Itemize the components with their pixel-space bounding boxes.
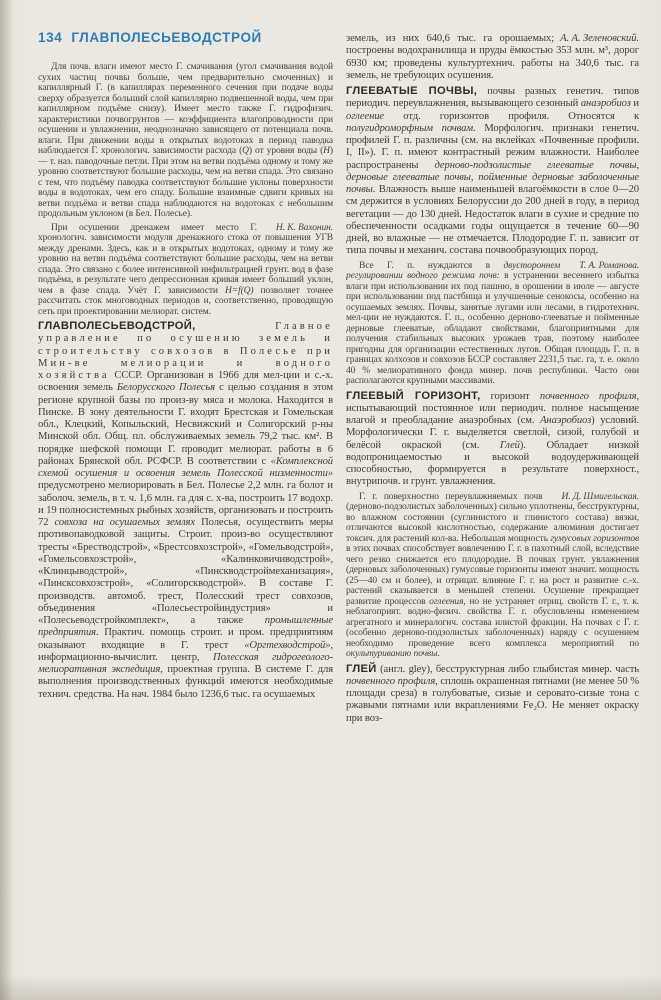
entry-headword: ГЛЕЕВАТЫЕ ПОЧВЫ,: [346, 85, 478, 97]
author-signature: Н. К. Вахонин.: [275, 222, 333, 233]
italic-text: «Комплексной схемой осушения и освоения земель Полесской низменности»: [38, 455, 333, 479]
text-run: СССР. Организован в 1966 для мел-ции и с.-х. освоения земель: [38, 370, 333, 394]
body-paragraph: [346, 492, 639, 660]
text-run: ) условий. Морфологически Г. г. выделяется светлой, сизой, голубой и белёсой окраской (см.: [346, 415, 639, 451]
text-run: , но не устраняет отриц. свойств Г. г., т. к. неблагоприят. водно-физич. свойства Г. г. обусловлены изменением агрегатного и минералогич. состава илистой фракции. На почвах с Г. г. (особенно дерново-подзолистых заболоченных) наряду с осушением необходимо проведение всего комплекса мероприятий по: [346, 596, 639, 649]
italic-text: дерново-подзолистые глееватые почвы, дерновые глееватые почвы, пойменные дерновые заболоченные почвы: [346, 159, 639, 195]
text-run: земель, из них 640,6 тыс. га орошаемых; построены водохранилища и пруды ёмкостью 353 млн. м³, дорог 6930 км; проведены культуртехнич. работы на 340,6 тыс. га земель, не требующих осушения.: [346, 33, 639, 81]
italic-text: H: [323, 146, 330, 156]
text-run: , проектная группа. В системе Г. для выполнения производственных функций имеются необходимые технич. средства. На нач. 1984 было 1236,6 тыс. га осушаемых: [38, 664, 333, 700]
text-run: (англ. gley), бесструктурная либо глыбистая минер. часть: [376, 663, 639, 675]
text-run: При осушении дренажем имеет место Г. хронологич. зависимости модуля дренажного стока от повышения УГВ между дренами. Здесь, как и в открытых водотоках, одному и тому же уровню на ветви подъёма соответствуют бо́льшие расходы, чем на ветви спада. Это связано с более интенсивной инфильтрацией грунт. вод в фазе подъёма, в результате чего депрессионная кривая имеет больший уклон, чем в фазе спада. Учёт Г. зависимости: [38, 222, 333, 296]
text-run: предусмотрено мелиорировать в Бел. Полесье 2,2 млн. га болот и заболоч. земель, в т. ч. 1,6 млн. га для с. х-ва, построить 17 водохр. и 19 полносистемных рыбных хозяйств, организовать и построить 72: [38, 480, 333, 528]
text-run: Для почв. влаги имеют место Г. смачивания (угол смачивания водой сухих частиц почвы больше, чем предварительно смоченных) и капиллярный Г. (в капиллярах переменного сечения при подаче воды сверху образуется больший слой капиллярно подвешенной воды, чем при капиллярном подъёме снизу). Имеет место также Г. гидрофизич. характеристики почвогрунтов — коэффициента влагопроводности при осушении и увлажнении, неоднозначно зависящего от потенциала почв. влаги. При движении воды в открытых водотоках в период паводка наблюдается Г. хронологич. зависимости расхода (: [38, 62, 333, 156]
italic-text: Q: [242, 146, 249, 156]
text-run: ) от уровня воды (: [248, 146, 324, 156]
text-run: почвы разных генетич. типов периодич. переувлажнения, вызывающего сезонный: [346, 86, 639, 110]
italic-text: промышленные предприятия: [38, 615, 333, 639]
text-run: . Практич. помощь строит. и пром. предприятиям оказывают входящие в Г. трест: [38, 627, 333, 651]
text-run: . Влажность выше наименьшей влагоёмкости в слое 0—20 см держится в условиях Белоруссии до 200 дней в году, в период вегетации — до 130 дней. Недостаток влаги в сухие и средние по обеспеченности осадками годы ощущается в течение 60—90 дней, во влажные — не отмечается. Плодородие Г. п. зависит от типа почвы и механич. состава почвообразующих пород.: [346, 184, 639, 257]
italic-text: анаэробиоз: [580, 98, 631, 110]
text-run: , информационно-вычислит. центр,: [38, 639, 333, 663]
italic-text: Белорусского Полесья: [116, 382, 215, 394]
body-paragraph: [346, 33, 639, 82]
italic-text: двустороннем регулировании водного режима почв:: [346, 260, 561, 281]
italic-text: «Оргтехводстрой»: [244, 639, 331, 651]
entry-headword: ГЛЕЕВЫЙ ГОРИЗОНТ,: [346, 389, 481, 402]
italic-text: оглеения: [429, 596, 464, 607]
left-column: [38, 62, 333, 938]
right-column: [346, 33, 639, 938]
text-run: ) — т. наз. паводочные петли. При этом на ветви подъёма одному и тому же уровню соответствуют бо́льшие расходы, чем на ветви спада. Это связано с тем, что подъёму паводка соответствуют бо́льшие уклоны поверхности воды в водотоках, чем его спаду. Большие взаимные сдвиги кривых на ветви подъёма и ветви спада наблюдаются на водотоках с небольшим продольным уклоном (в Бел. Полесье).: [38, 146, 333, 219]
text-run: .: [437, 649, 440, 659]
text-run: ). Обладает низкой водопроницаемостью и высокой водоудерживающей способностью, формируется в результате поверхност., внутрипочв. и грунт. увлажнения.: [346, 439, 639, 488]
text-run: и: [630, 98, 639, 110]
scan-shadow-left: [0, 0, 14, 1000]
italic-text: H=f(Q): [224, 285, 254, 296]
text-run: в этих почвах способствует вовлечению Г. г. в пахотный слой, вследствие чего резко снижается его плодородие. В почвах грунт. увлажнения (дерновых заболоченных) гумусовые горизонты имеют значит. мощность (25—40 см и более), и отрицат. влияние Г. г. на рост и развитие с.-х. растений сказывается в меньшей степени. Осушение прекращает развитие процессов: [346, 544, 639, 607]
entry-paragraph: [346, 663, 639, 725]
italic-text: гумусовых горизонтов: [550, 533, 639, 544]
italic-text: Полесская гидрогеолого-мелиоративная экспедиция: [38, 651, 333, 675]
entry-headword: ГЛЕЙ: [346, 662, 377, 675]
italic-text: почвенного профиля: [346, 675, 436, 687]
text-run: , испытывающий постоянное или периодич. полное насыщение влагой и преобладание анаэробных (см.: [346, 390, 639, 426]
italic-text: полугидроморфным почвам: [346, 122, 474, 134]
author-signature: Т. А. Романова.: [579, 260, 639, 271]
page-number: 134: [38, 30, 63, 45]
scan-shadow-bottom: [0, 974, 661, 1000]
text-run: Г. г. поверхностно переувлажняемых почв (дерново-подзолистых заболоченных) сильно уплотнены, бесструктурны, во влажном состоянии (суглинистого и глинистого состава) вязки, отличаются высокой кислотностью, содержание алюминия достигает токсич. для растений кол-ва. Небольшая мощность: [346, 491, 639, 544]
letterspaced-text: Главное управление по осушению земель и строительству совхозов в Полесье при Мин-ве мелиорации и водного хозяйства: [38, 321, 333, 381]
text-run: в устранении весеннего избытка влаги при использовании их под пашню, в орошении в июле — августе при использовании под пастбища и улучшенные сенокосы, особенно на осушаемых землях. Почвы, занятые лугами или лесами, в гидротехнич. мел-ции не нуждаются. Г. п., особенно дерново-глееватые и пойменные дерновые глееватые, обладают свойствами, благоприятными для получения стабильных высоких урожаев трав, поэтому наиболее пригодны для организации естественных лугов. Общая площадь Г. п. в границах колхозов и совхозов БССР составляет 2231,5 тыс. га, т. е. около 40 % мелиоративного фонда минер. почв республики. Часто они располагаются крупными массивами.: [346, 271, 639, 386]
entry-paragraph: [346, 85, 639, 258]
italic-text: Глей: [499, 439, 520, 451]
italic-text: Анаэробиоз: [540, 415, 592, 426]
italic-text: совхоза на осушаемых землях: [54, 517, 195, 528]
text-run: с целью создания в этом регионе крупной базы по произ-ву мяса и молока. Находится в Пинске. В зону деятельности Г. входят Брестская и Гомельская обл., Клецкий, Копыльский, Несвижский и Солигорский р-ны Минской обл. Общ. пл. обслуживаемых земель 79,2 тыс. км². В порядке шефской помощи Г. проводит мелиорат. работы в 6 районах Брянской обл. РСФСР. В соответствии с: [38, 382, 333, 467]
author-signature: И. Д. Шмигельская.: [561, 491, 639, 502]
text-run: позволяет точнее рассчитать сток многоводных периодов и, соответственно, проводящую сеть при проектировании мелиорат. систем.: [38, 285, 333, 317]
text-run: , сплошь окрашенная пятнами (не менее 50 % площади среза) в голубоватые, сизые и серовато-сизые тона с ржавыми пятнами или вкраплениями Fe₂O. Не меняет окраску при воз-: [346, 675, 639, 724]
body-paragraph: [346, 261, 639, 387]
text-run: горизонт: [480, 390, 540, 402]
text-run: Все Г. п. нуждаются в: [359, 260, 504, 271]
body-paragraph: [38, 223, 333, 318]
entry-paragraph: [38, 320, 333, 701]
body-paragraph: [38, 62, 333, 220]
running-head: [38, 30, 262, 45]
italic-text: почвенного профиля: [539, 390, 637, 402]
author-signature: А. А. Зеленовский.: [560, 33, 639, 44]
running-title: ГЛАВПОЛЕСЬЕВОДСТРОЙ: [71, 30, 262, 45]
text-run: Полесья, осуществить меры противопаводковой защиты. Строит. произ-во осуществляют тресты «Брестводстрой», «Брестсовхозстрой», «Гомельводстрой», «Гомельсовхозстрой», «Калинковичиводстрой», «Клинцыводстрой», «Пинскводстроймеханизация», «Пинсксовхозстрой», «Солигорскводстрой». В составе Г. производств. автомоб. трест, Полесский трест совхозов, объединения «Полесьестройиндустрия» и «Полесьеводстройкомплект», а также: [38, 517, 333, 626]
entry-paragraph: [346, 390, 639, 489]
entry-headword: ГЛАВПОЛЕСЬЕВОДСТРОЙ,: [38, 320, 196, 332]
text-run: отд. горизонтов профиля. Относятся к: [384, 110, 639, 122]
text-run: . Морфологич. признаки генетич. профилей Г. п. различны (см. на вклейках «Почвенные профили. I, II»). Г. п. имеют контрастный режим влажности. Наиболее распространены: [346, 122, 639, 171]
italic-text: оглеение: [346, 110, 385, 122]
italic-text: окультуриванию почвы: [346, 649, 438, 659]
